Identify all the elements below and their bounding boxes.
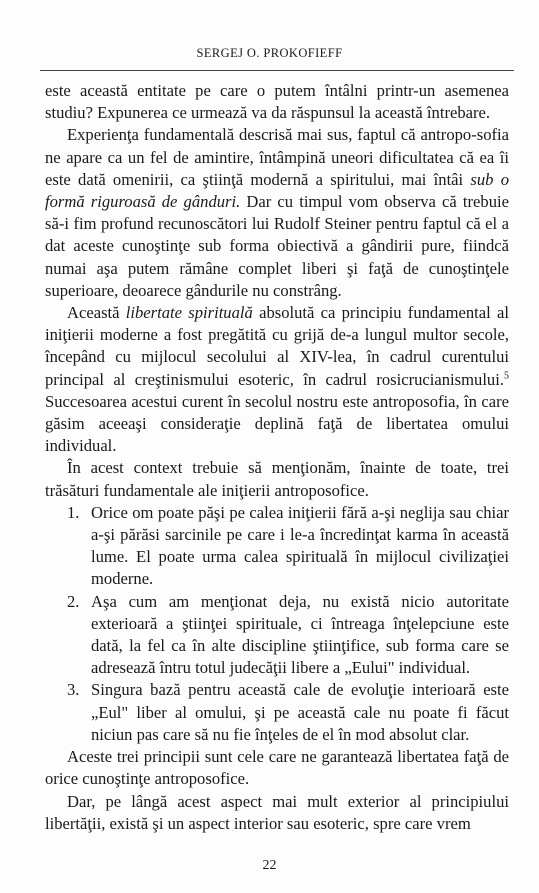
paragraph-3-part-b: absolută ca principiu fundamental al iniţierii moderne a fost pregătită cu grijă de-a lungul multor secole, începând cu mijlocul secolului al XIV-lea, în cadrul curentului principal al creştinismului esoteric, în cadrul rosicrucianismului. — [45, 303, 509, 389]
list-item — [45, 679, 509, 746]
list-item-text: Singura bază pentru această cale de evoluţie interioară este „Eul" liber al omului, şi pe această cale nu poate fi făcut niciun pas care să nu fie înţeles de el în mod absolut clar. — [91, 680, 509, 744]
paragraph-3-part-a: Această — [67, 303, 126, 323]
paragraph-1: este această entitate pe care o putem întâlni printr-un asemenea studiu? Expunerea ce urmează va da răspunsul la această întrebare. — [45, 81, 509, 123]
paragraph-4: În acest context trebuie să menţionăm, înainte de toate, trei trăsături fundamentale ale iniţierii antroposofice. — [45, 458, 509, 500]
paragraph-3 — [45, 302, 509, 457]
paragraph-2-emphasis: sub o formă riguroasă de gânduri. — [45, 169, 509, 212]
page-number: 22 — [262, 858, 277, 873]
list-item-number: 3. — [67, 680, 80, 700]
paragraph-3-emphasis: libertate spirituală — [125, 303, 253, 323]
header-rule — [40, 70, 514, 71]
paragraph-2 — [45, 124, 509, 302]
paragraph-6: Dar, pe lângă acest aspect mai mult exterior al principiului libertăţii, există şi un aspect interior sau esoteric, spre care vrem — [45, 791, 509, 833]
paragraph-5: Aceste trei principii sunt cele care ne garantează libertatea faţă de orice cunoştinţe antroposofice. — [45, 747, 509, 789]
numbered-list — [45, 502, 509, 746]
body-text — [45, 80, 509, 835]
list-item-text: Orice om poate păşi pe calea iniţierii fără a-şi neglija sau chiar a-şi părăsi sarcinile pe care i le-a încredinţat karma în această lume. El poate urma calea spirituală în mijlocul civilizaţiei moderne. — [91, 502, 509, 589]
list-item-number: 1. — [67, 502, 80, 522]
footnote-reference[interactable]: 5 — [504, 370, 509, 382]
list-item-text: Aşa cum am menţionat deja, nu există nicio autoritate exterioară a ştiinţei spirituale, ci întreaga înţelepciune este dată, la fel ca în alte discipline ştiinţifice, sub forma care se adresează întru totul judecăţii libere a „Eului" individual. — [91, 591, 509, 678]
paragraph-2-part-a: Experienţa fundamentală descrisă mai sus, faptul că antropo-sofia ne apare ca un fel de amintire, întâmpină uneori dificultatea că ea îi este dată omenirii, ca ştiinţă modernă a spiritului, mai întâi — [45, 125, 509, 189]
paragraph-3-part-c: Succesoarea acestui curent în secolul nostru este antroposofia, în care găsim aceeaşi consideraţie deplină faţă de libertatea omului individual. — [45, 391, 509, 456]
list-item — [45, 591, 509, 680]
list-item — [45, 502, 509, 591]
running-head: SERGEJ O. PROKOFIEFF — [196, 46, 343, 60]
paragraph-2-part-b: Dar cu timpul vom observa că trebuie să-i fim profund recunoscători lui Rudolf Steiner pentru faptul că el a dat aceste cunoştinţe sub forma obiectivă a gândirii pure, fiindcă numai aşa putem rămâne complet liberi şi faţă de cunoştinţele superioare, deoarece gândurile nu constrâng. — [45, 192, 509, 300]
list-item-number: 2. — [67, 591, 80, 611]
